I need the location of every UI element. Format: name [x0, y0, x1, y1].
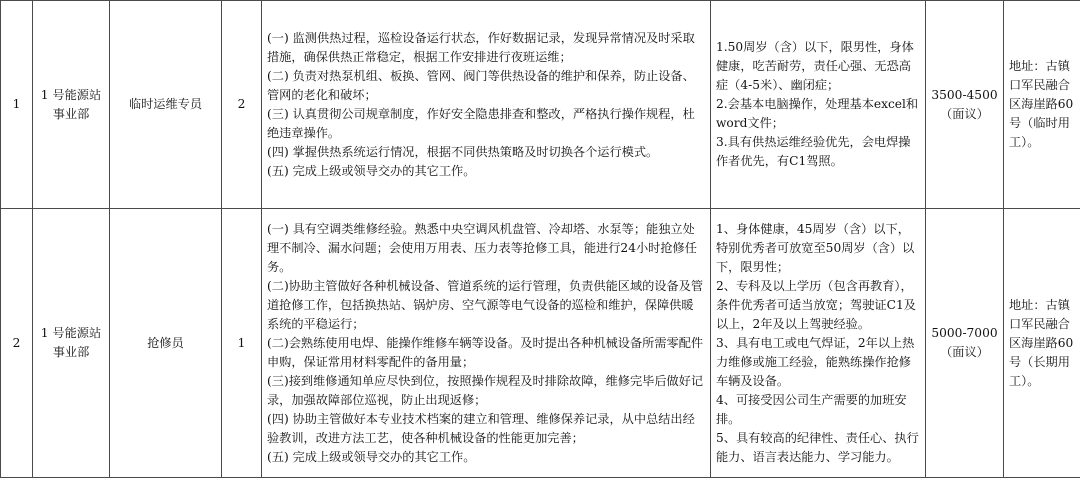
requirement-line: 1.50周岁（含）以下，限男性，身体健康，吃苦耐劳，责任心强、无恐高症（4-5米）、幽闭症； — [716, 38, 920, 95]
duty-line: (五) 完成上级或领导交办的其它工作。 — [267, 448, 705, 467]
requirements-cell — [711, 209, 926, 478]
salary-cell: 5000-7000（面议） — [926, 209, 1004, 478]
duties-cell — [262, 209, 711, 478]
address-cell: 地址：古镇口军民融合区海崖路60号（长期用工）。 — [1004, 209, 1080, 478]
row-number: 2 — [1, 209, 33, 478]
address-cell: 地址：古镇口军民融合区海崖路60号（临时用工）。 — [1004, 1, 1080, 209]
position-cell: 抢修员 — [110, 209, 222, 478]
table-row — [1, 1, 1080, 209]
duty-line: (二)协助主管做好各种机械设备、管道系统的运行管理，负责供能区域的设备及管道抢修工作，包括换热站、锅炉房、空气源等电气设备的巡检和维护，保障供暖系统的平稳运行； — [267, 277, 705, 334]
salary-cell: 3500-4500（面议） — [926, 1, 1004, 209]
department-cell: 1 号能源站事业部 — [33, 209, 110, 478]
table-row — [1, 209, 1080, 478]
duty-line: (四) 掌握供热系统运行情况，根据不同供热策略及时切换各个运行模式。 — [267, 143, 705, 162]
duty-line: (一) 监测供热过程，巡检设备运行状态，作好数据记录，发现异常情况及时采取措施，确保供热正常稳定，根据工作安排进行夜班运维； — [267, 29, 705, 67]
department-cell: 1 号能源站事业部 — [33, 1, 110, 209]
requirement-line: 2.会基本电脑操作，处理基本excel和word文件； — [716, 95, 920, 133]
requirements-cell — [711, 1, 926, 209]
requirement-line: 3.具有供热运维经验优先，会电焊操作者优先，有C1驾照。 — [716, 133, 920, 171]
duty-line: (三)接到维修通知单应尽快到位，按照操作规程及时排除故障，维修完毕后做好记录，加强故障部位巡视，防止出现返修； — [267, 372, 705, 410]
duty-line: (二) 负责对热泵机组、板换、管网、阀门等供热设备的维护和保养，防止设备、管网的老化和破坏； — [267, 67, 705, 105]
headcount-cell: 2 — [222, 1, 262, 209]
duty-line: (四) 协助主管做好本专业技术档案的建立和管理、维修保养记录，从中总结出经验教训，改进方法工艺，使各种机械设备的性能更加完善； — [267, 410, 705, 448]
duty-line: (五) 完成上级或领导交办的其它工作。 — [267, 162, 705, 181]
position-cell: 临时运维专员 — [110, 1, 222, 209]
headcount-cell: 1 — [222, 209, 262, 478]
duty-line: (二)会熟练使用电焊、能操作维修车辆等设备。及时提出各种机械设备所需零配件申购，保证常用材料零配件的备用量； — [267, 334, 705, 372]
requirement-line: 3、具有电工或电气焊证，2年以上热力维修或施工经验，能熟练操作抢修车辆及设备。 — [716, 334, 920, 391]
duty-line: (一) 具有空调类维修经验。熟悉中央空调风机盘管、冷却塔、水泵等；能独立处理不制冷、漏水问题；会使用万用表、压力表等抢修工具，能进行24小时抢修任务。 — [267, 220, 705, 277]
requirement-line: 2、专科及以上学历（包含再教育），条件优秀者可适当放宽；驾驶证C1及以上，2年及以上驾驶经验。 — [716, 277, 920, 334]
duty-line: (三) 认真贯彻公司规章制度，作好安全隐患排查和整改，严格执行操作规程，杜绝违章操作。 — [267, 105, 705, 143]
row-number: 1 — [1, 1, 33, 209]
requirement-line: 4、可接受因公司生产需要的加班安排。 — [716, 391, 920, 429]
duties-cell — [262, 1, 711, 209]
requirement-line: 1、身体健康，45周岁（含）以下，特别优秀者可放宽至50周岁（含）以下，限男性； — [716, 220, 920, 277]
requirement-line: 5、具有较高的纪律性、责任心、执行能力、语言表达能力、学习能力。 — [716, 429, 920, 467]
